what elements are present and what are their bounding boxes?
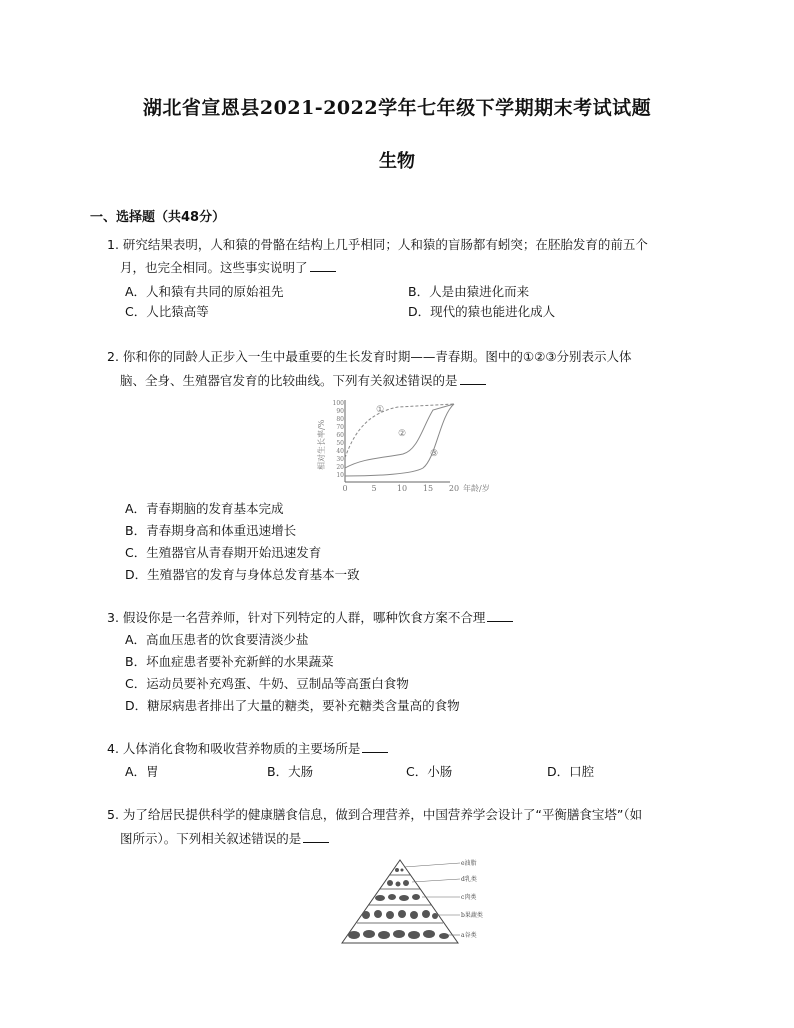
question-number: 4. [107,741,119,756]
y-tick: 70 [336,424,344,431]
question-1-option-a[interactable]: A．人和猿有共同的原始祖先 [125,284,284,299]
question-text: 人体消化食物和吸收营养物质的主要场所是 [122,741,361,756]
question-number: 3. [107,610,119,625]
pyramid-label-a: a谷类 [461,932,477,939]
growth-curve-figure [318,396,504,496]
pyramid-label-b: b果蔬类 [461,912,483,919]
y-tick: 20 [336,464,344,471]
question-5-line-2 [120,830,329,848]
answer-blank[interactable] [487,609,513,622]
y-tick: 40 [336,448,344,455]
question-4-option-b[interactable]: B．大肠 [267,764,314,779]
food-pyramid-figure [340,855,500,950]
x-tick: 20 [448,484,460,493]
question-text: 假设你是一名营养师，针对下列特定的人群，哪种饮食方案不合理 [122,610,486,625]
y-tick: 10 [336,472,344,479]
answer-blank[interactable] [303,830,329,843]
subject-title: 生物 [379,151,415,172]
question-text: 你和你的同龄人正步入一生中最重要的生长发育时期——青春期。图中的①②③分别表示人体 [122,349,632,364]
x-tick: 0 [342,484,348,493]
y-tick: 100 [332,400,344,407]
curve-label-3: ③ [430,449,439,459]
y-tick: 60 [336,432,344,439]
question-2-option-a[interactable]: A．青春期脑的发育基本完成 [125,501,284,516]
question-2-option-d[interactable]: D．生殖器官的发育与身体总发育基本一致 [125,567,360,582]
question-text: 图所示）。下列相关叙述错误的是 [120,831,302,846]
question-number: 2. [107,349,119,364]
answer-blank[interactable] [362,740,388,753]
y-tick: 30 [336,456,344,463]
answer-blank[interactable] [460,372,486,385]
y-tick: 50 [336,440,344,447]
question-2-option-b[interactable]: B．青春期身高和体重迅速增长 [125,523,297,538]
answer-blank[interactable] [310,259,336,272]
question-1-option-b[interactable]: B．人是由猿进化而来 [408,284,530,299]
question-number: 5. [107,807,119,822]
question-text: 脑、全身、生殖器官发育的比较曲线。下列有关叙述错误的是 [120,373,458,388]
x-tick: 10 [396,484,408,493]
question-text: 为了给居民提供科学的健康膳食信息，做到合理营养，中国营养学会设计了“平衡膳食宝塔”（如 [122,807,643,822]
question-text: 研究结果表明，人和猿的骨骼在结构上几乎相同；人和猿的盲肠都有蚓突；在胚胎发育的前五个 [122,237,648,252]
y-axis-label: 相对生长率/% [317,419,326,470]
question-3-option-c[interactable]: C．运动员要补充鸡蛋、牛奶、豆制品等高蛋白食物 [125,676,409,691]
section-heading: 一、选择题（共48分） [90,210,226,225]
y-tick: 80 [336,416,344,423]
y-tick: 90 [336,408,344,415]
question-2-line-1 [107,348,632,366]
question-1-line-1 [107,236,648,254]
question-number: 1. [107,237,119,252]
question-3-option-d[interactable]: D．糖尿病患者排出了大量的糖类，要补充糖类含量高的食物 [125,698,460,713]
question-1-line-2 [120,259,336,277]
question-3-line-1 [107,609,513,627]
x-tick: 15 [422,484,434,493]
curve-label-1: ① [376,405,385,415]
question-4-option-d[interactable]: D．口腔 [547,764,595,779]
curve-label-2: ② [398,429,407,439]
question-text: 月，也完全相同。这些事实说明了 [120,260,308,275]
curve-reproductive [345,404,454,476]
question-3-option-a[interactable]: A．高血压患者的饮食要清淡少盐 [125,632,309,647]
x-axis-label: 年龄/岁 [463,484,490,493]
question-1-option-c[interactable]: C．人比猿高等 [125,304,209,319]
question-4-option-c[interactable]: C．小肠 [406,764,453,779]
pyramid-label-e: e油脂 [461,860,477,867]
question-4-line-1 [107,740,388,758]
question-4-option-a[interactable]: A．胃 [125,764,159,779]
question-3-option-b[interactable]: B．坏血症患者要补充新鲜的水果蔬菜 [125,654,334,669]
question-2-line-2 [120,372,486,390]
x-tick: 5 [371,484,377,493]
question-1-option-d[interactable]: D．现代的猿也能进化成人 [408,304,556,319]
question-2-option-c[interactable]: C．生殖器官从青春期开始迅速发育 [125,545,322,560]
pyramid-label-c: c肉类 [461,894,477,901]
page-title: 湖北省宣恩县2021-2022学年七年级下学期期末考试试题 [142,97,652,119]
question-5-line-1 [107,806,642,824]
pyramid-label-d: d乳类 [461,876,477,883]
